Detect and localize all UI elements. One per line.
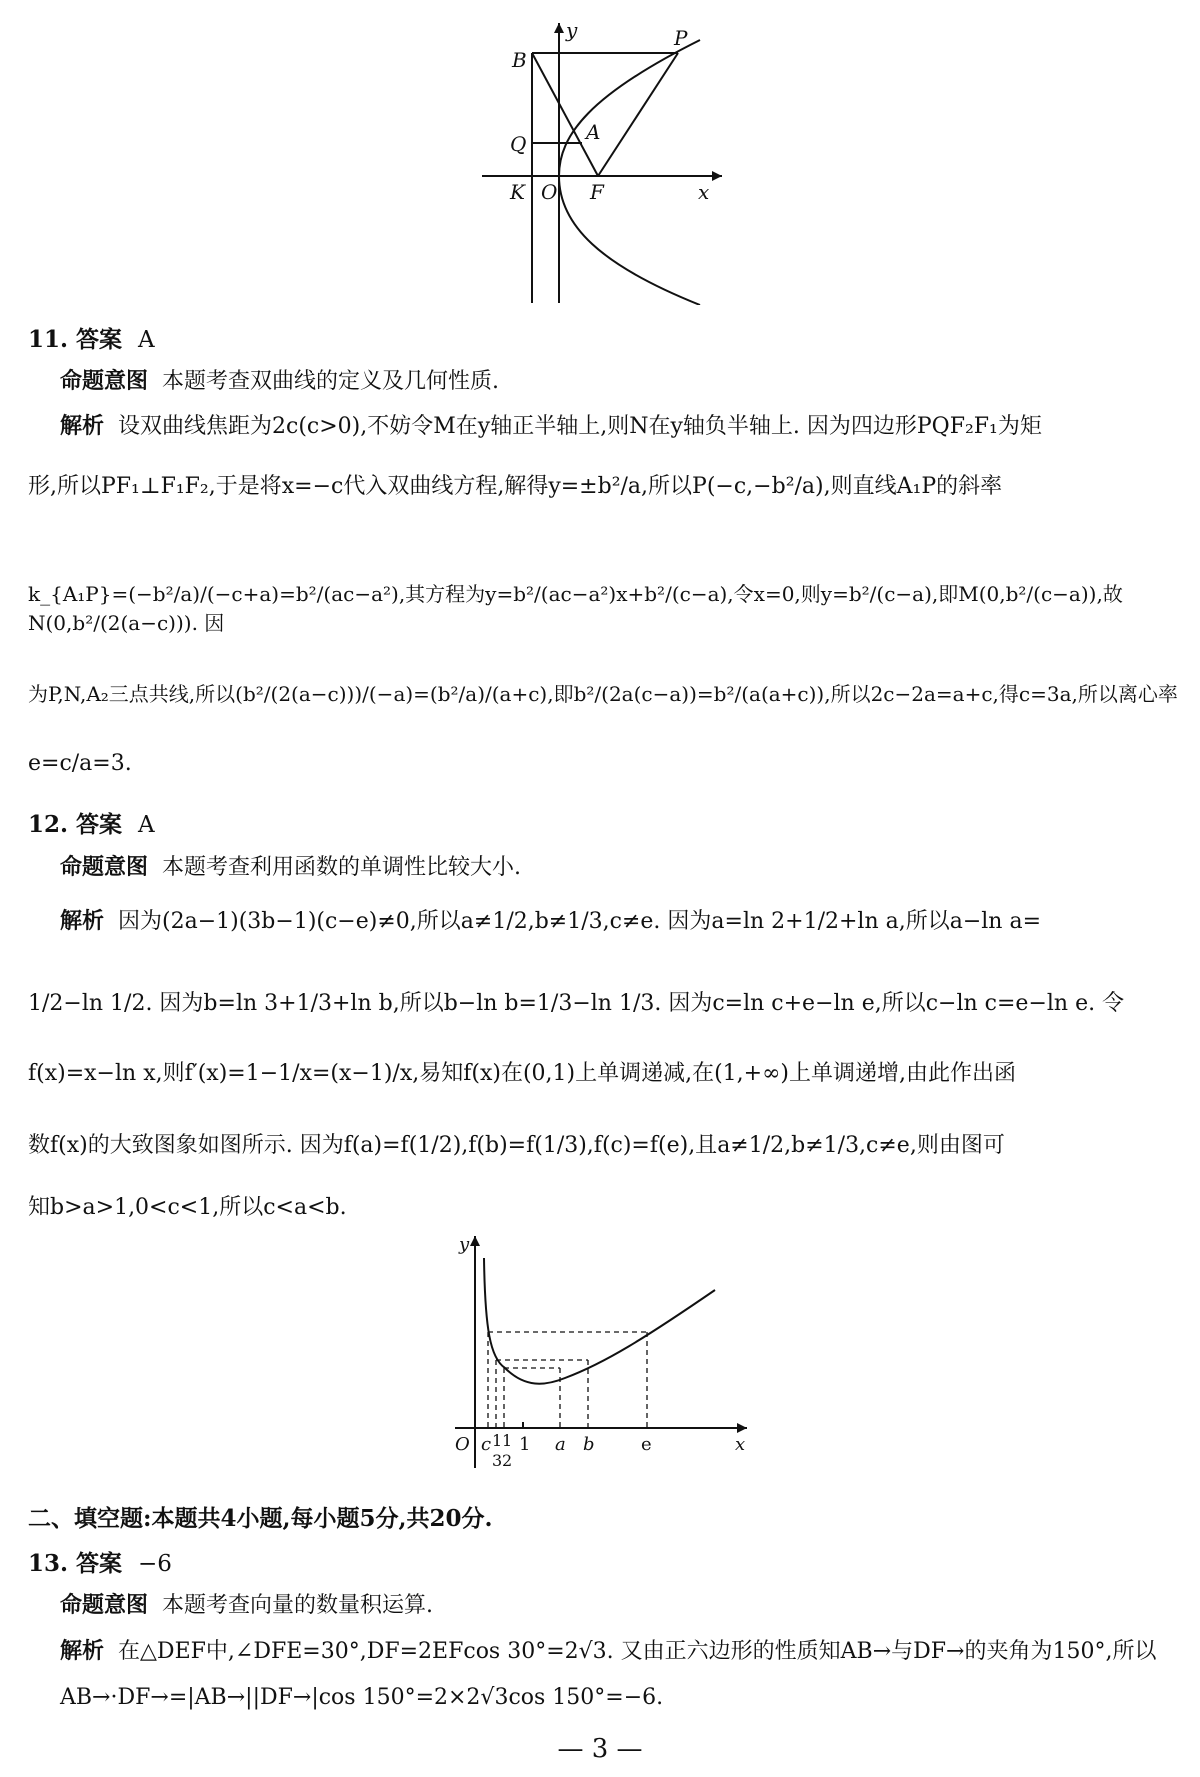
q12-intent-text: 本题考查利用函数的单调性比较大小. <box>162 855 522 880</box>
label-o: O <box>455 1434 470 1455</box>
parabola-figure <box>470 15 730 305</box>
label-one-third-den: 3 <box>492 1451 503 1470</box>
label-f: F <box>590 180 604 204</box>
label-b: B <box>512 48 527 72</box>
section-fill-in-blank: 二、填空题:本题共4小题,每小题5分,共20分. <box>28 1505 493 1532</box>
q13-analysis-line-1: AB→·DF→=|AB→||DF→|cos 150°=2×2√3cos 150°=−6. <box>60 1685 664 1710</box>
parabola-upper <box>559 40 700 176</box>
q13-analysis-label: 解析 <box>60 1638 105 1664</box>
label-one: 1 <box>519 1434 531 1455</box>
label-a: A <box>586 120 601 144</box>
label-k: K <box>510 180 525 204</box>
label-one-third-num: 1 <box>492 1431 503 1450</box>
label-one-half-den: 2 <box>502 1451 513 1470</box>
q12-answer <box>28 806 155 839</box>
label-q: Q <box>510 132 527 156</box>
label-one-half-num: 1 <box>502 1431 513 1450</box>
q11-answer <box>28 321 155 354</box>
q11-analysis-line-4: e=c/a=3. <box>28 751 132 776</box>
q13-answer <box>28 1545 172 1578</box>
q11-analysis-line-1: 形,所以PF₁⊥F₁F₂,于是将x=−c代入双曲线方程,解得y=±b²/a,所以P(−c,−b²/a),则直线A₁P的斜率 <box>28 474 1003 499</box>
q12-intent <box>60 852 1170 884</box>
q12-analysis-line-2: f(x)=x−ln x,则f′(x)=1−1/x=(x−1)/x,易知f(x)在(0,1)上单调递减,在(1,+∞)上单调递增,由此作出函 <box>28 1061 1017 1086</box>
label-y: y <box>459 1234 470 1255</box>
label-c: c <box>481 1434 492 1455</box>
page-number: — 3 — <box>557 1734 643 1764</box>
q13-intent <box>60 1590 1170 1622</box>
q12-intent-label: 命题意图 <box>60 854 149 880</box>
label-a: a <box>555 1434 566 1455</box>
q11-intent <box>60 366 1170 398</box>
q12-analysis-line-1: 1/2−ln 1/2. 因为b=ln 3+1/3+ln b,所以b−ln b=1/3−ln 1/3. 因为c=ln c+e−ln e,所以c−ln c=e−ln e. 令 <box>28 991 1125 1016</box>
label-e: e <box>641 1434 652 1455</box>
label-x: x <box>735 1434 746 1455</box>
q11-analysis-line-3: 为P,N,A₂三点共线,所以(b²/(2(a−c)))/(−a)=(b²/a)/(a+c),即b²/(2a(c−a))=b²/(a(a+c)),所以2c−2a=a+c,得c=3a,所以离心率 <box>28 682 1178 706</box>
function-curve <box>484 1258 715 1384</box>
q12-analysis-line-3: 数f(x)的大致图象如图所示. 因为f(a)=f(1/2),f(b)=f(1/3),f(c)=f(e),且a≠1/2,b≠1/3,c≠e,则由图可 <box>28 1133 1005 1158</box>
q12-number: 12. 答案 <box>28 811 123 838</box>
q11-analysis-label: 解析 <box>60 413 105 439</box>
q11-analysis-line-2: k_{A₁P}=(−b²/a)/(−c+a)=b²/(ac−a²),其方程为y=b²/(ac−a²)x+b²/(c−a),令x=0,则y=b²/(c−a),即M(0,b²/(c−a)),故N(0,b²/(2(a−c))). 因 <box>28 582 1123 635</box>
label-p: P <box>674 26 688 50</box>
q12-answer-value: A <box>138 812 155 838</box>
label-y: y <box>566 18 578 42</box>
function-graph-figure <box>445 1228 755 1478</box>
q13-answer-value: −6 <box>138 1551 172 1577</box>
label-b: b <box>583 1434 595 1455</box>
q11-analysis-line-0: 解析 设双曲线焦距为2c(c>0),不妨令M在y轴正半轴上,则N在y轴负半轴上. 因为四边形PQF₂F₁为矩 <box>60 413 1042 439</box>
q12-analysis-label: 解析 <box>60 908 105 934</box>
q11-intent-label: 命题意图 <box>60 368 149 394</box>
q11-number: 11. 答案 <box>28 326 123 353</box>
label-x: x <box>698 180 710 204</box>
q11-answer-value: A <box>138 327 155 353</box>
q13-intent-label: 命题意图 <box>60 1592 149 1618</box>
q12-analysis-line-0: 解析 因为(2a−1)(3b−1)(c−e)≠0,所以a≠1/2,b≠1/3,c≠e. 因为a=ln 2+1/2+ln a,所以a−ln a= <box>60 908 1042 934</box>
q13-intent-text: 本题考查向量的数量积运算. <box>162 1593 434 1618</box>
label-o: O <box>541 180 558 204</box>
parabola-lower <box>559 176 700 305</box>
segment-pf <box>598 53 678 176</box>
q11-intent-text: 本题考查双曲线的定义及几何性质. <box>162 369 500 394</box>
q12-analysis-line-4: 知b>a>1,0<c<1,所以c<a<b. <box>28 1195 347 1220</box>
q13-number: 13. 答案 <box>28 1550 123 1577</box>
q13-analysis-line-0: 解析 在△DEF中,∠DFE=30°,DF=2EFcos 30°=2√3. 又由正六边形的性质知AB→与DF→的夹角为150°,所以 <box>60 1638 1157 1664</box>
